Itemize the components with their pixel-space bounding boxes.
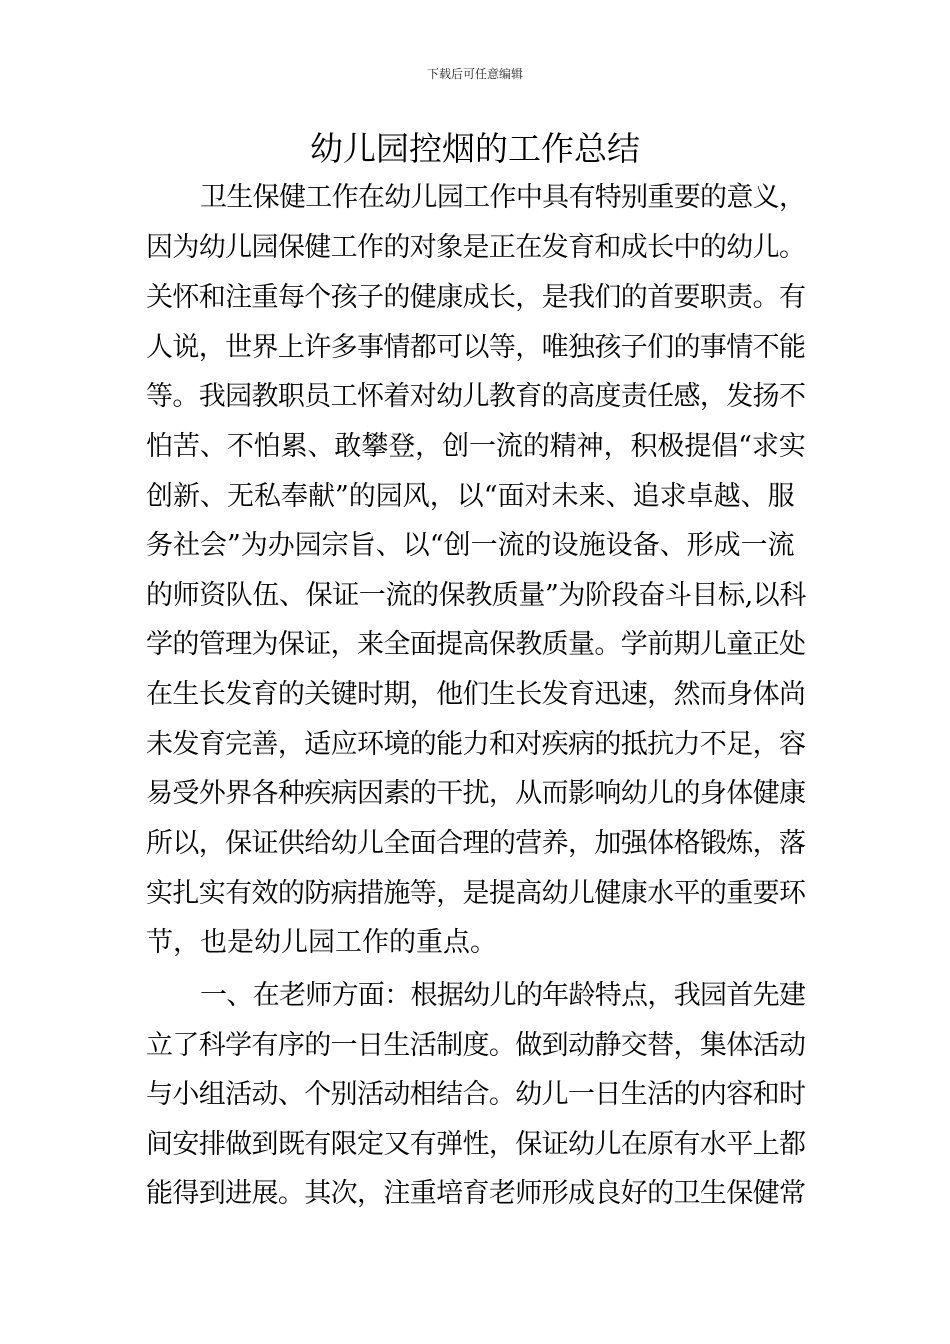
page-title: 幼儿园控烟的工作总结 (310, 129, 640, 168)
paragraph-line: 务社会”为办园宗旨、以“创一流的设施设备、形成一流 (146, 530, 795, 561)
paragraph-line: 学的管理为保证，来全面提高保教质量。学前期儿童正处 (146, 629, 806, 660)
paragraph-line: 易受外界各种疾病因素的干扰，从而影响幼儿的身体健康 (146, 778, 806, 809)
paragraph-line: 实扎实有效的防病措施等，是提高幼儿健康水平的重要环 (146, 878, 806, 909)
paragraph-line: 在生长发育的关键时期，他们生长发育迅速，然而身体尚 (146, 679, 806, 710)
paragraph-line: 的师资队伍、保证一流的保教质量”为阶段奋斗目标,以科 (146, 580, 806, 611)
header-note: 下载后可任意编辑 (426, 67, 523, 81)
paragraph-line: 怕苦、不怕累、敢攀登，创一流的精神，积极提倡“求实 (146, 431, 806, 462)
paragraph-line: 卫生保健工作在幼儿园工作中具有特别重要的意义， (200, 182, 806, 213)
paragraph-line: 能得到进展。其次，注重培育老师形成良好的卫生保健常 (146, 1178, 806, 1209)
paragraph-line: 所以，保证供给幼儿全面合理的营养，加强体格锻炼，落 (146, 828, 806, 859)
paragraph-line: 间安排做到既有限定又有弹性，保证幼儿在原有水平上都 (146, 1129, 806, 1160)
paragraph-line: 因为幼儿园保健工作的对象是正在发育和成长中的幼儿。 (146, 232, 806, 263)
paragraph-line: 创新、无私奉献”的园风，以“面对未来、追求卓越、服 (146, 481, 795, 512)
paragraph-line: 关怀和注重每个孩子的健康成长，是我们的首要职责。有 (146, 282, 806, 313)
paragraph-line: 立了科学有序的一日生活制度。做到动静交替，集体活动 (146, 1030, 806, 1061)
paragraph-line: 未发育完善，适应环境的能力和对疾病的抵抗力不足，容 (146, 729, 806, 760)
paragraph-line: 与小组活动、个别活动相结合。幼儿一日生活的内容和时 (146, 1079, 806, 1110)
paragraph-line: 人说，世界上许多事情都可以等，唯独孩子们的事情不能 (146, 332, 806, 363)
paragraph-line: 节，也是幼儿园工作的重点。 (146, 927, 497, 958)
paragraph-line: 一、在老师方面：根据幼儿的年龄特点，我园首先建 (200, 980, 806, 1011)
paragraph-line: 等。我园教职员工怀着对幼儿教育的高度责任感，发扬不 (146, 381, 806, 412)
